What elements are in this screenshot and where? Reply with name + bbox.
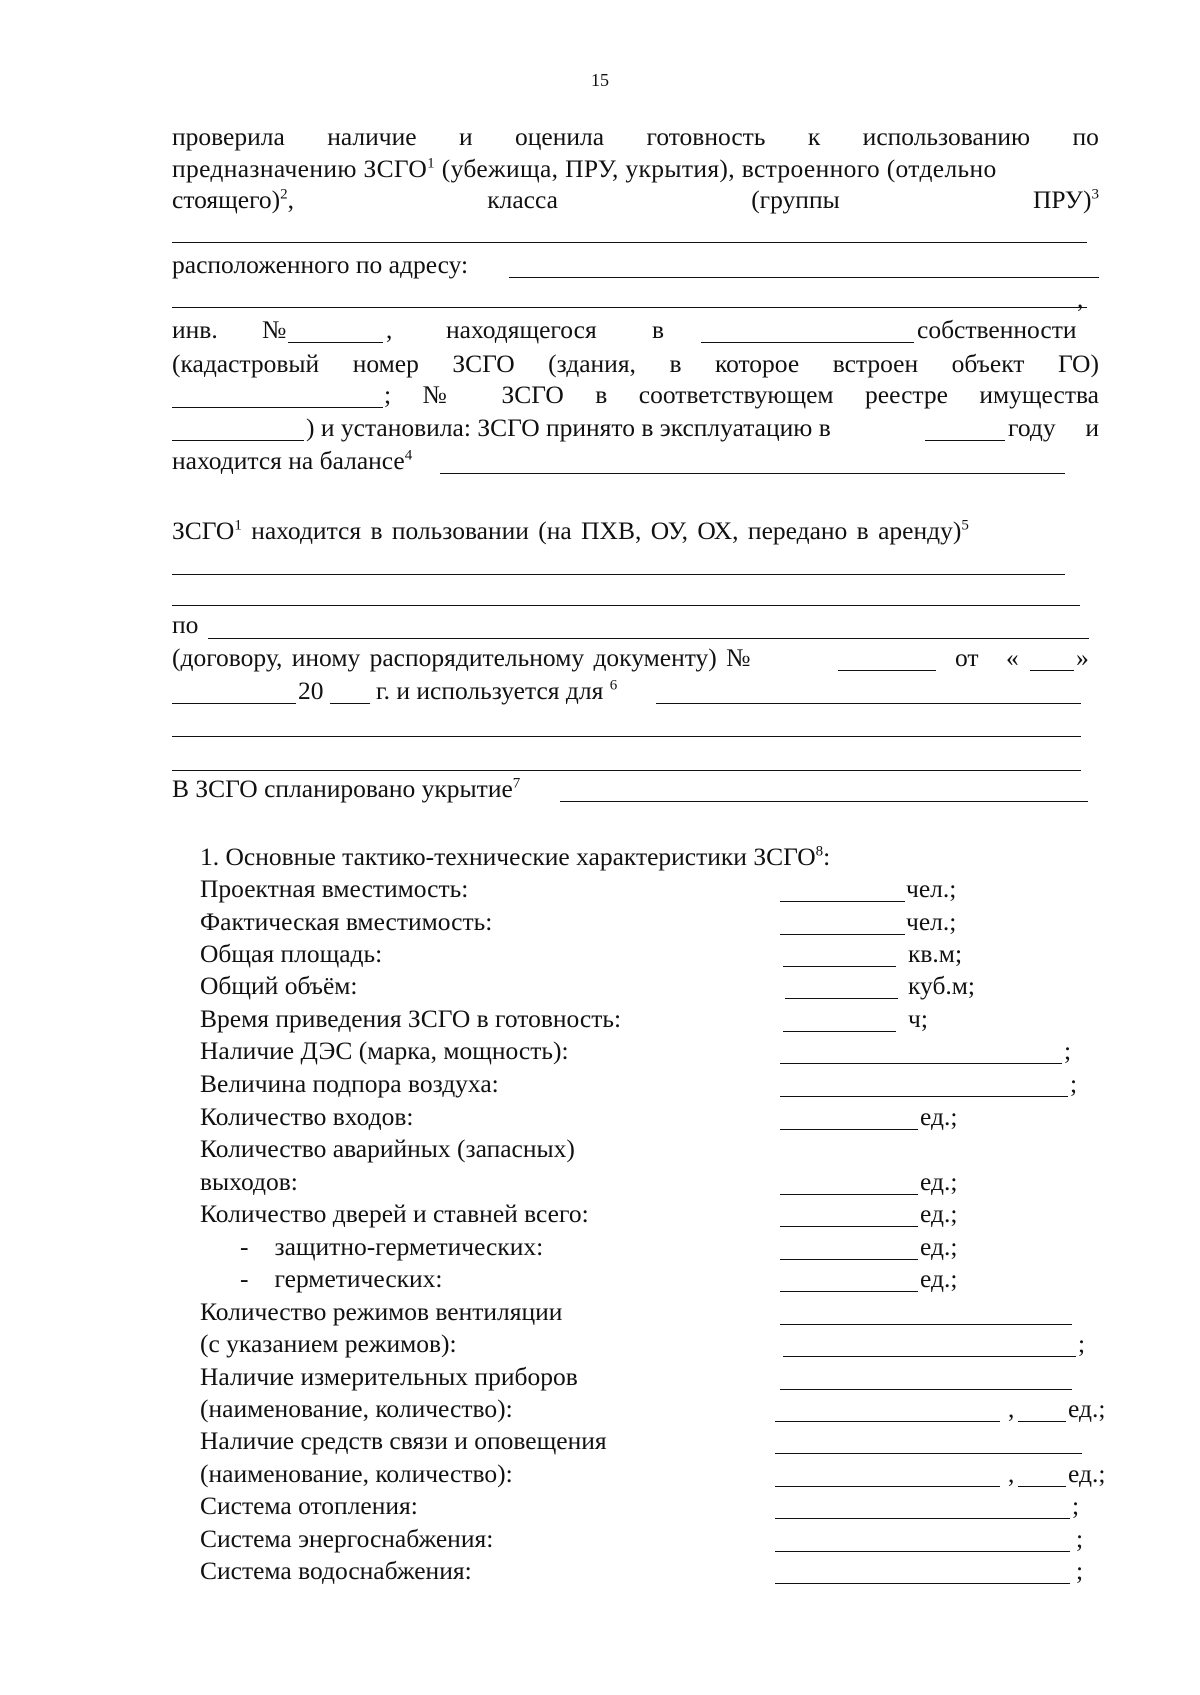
spec-field[interactable] bbox=[783, 1031, 896, 1032]
spec-field[interactable] bbox=[785, 998, 898, 999]
address-comma: , bbox=[1077, 284, 1084, 313]
spec-label: Система водоснабжения: bbox=[200, 1556, 472, 1585]
spec-label: Наличие ДЭС (марка, мощность): bbox=[200, 1036, 569, 1065]
inv-comma: , bbox=[386, 315, 393, 344]
used-for-field-1[interactable] bbox=[656, 703, 1081, 704]
date-open-quote: « bbox=[1006, 643, 1019, 672]
word: ГО) bbox=[1057, 349, 1099, 378]
inv-label: инв. bbox=[172, 315, 218, 344]
intro-word: стоящего)$^2$, bbox=[172, 185, 295, 214]
used-for-label: г. и используется для $^6$ bbox=[376, 676, 618, 705]
spec-label: Количество входов: bbox=[200, 1102, 414, 1131]
spec-label: выходов: bbox=[200, 1167, 298, 1196]
spec-field[interactable] bbox=[780, 1194, 918, 1195]
word: наличие bbox=[327, 122, 417, 151]
spec-unit: куб.м; bbox=[908, 971, 976, 1000]
word: оценила bbox=[515, 122, 605, 151]
word: использованию bbox=[862, 122, 1031, 151]
spec-label: (наименование, количество): bbox=[200, 1459, 513, 1488]
intro-word: (группы bbox=[751, 185, 840, 214]
po-label: по bbox=[172, 610, 199, 639]
intro-word: ПРУ)$^3$ bbox=[1032, 185, 1099, 214]
spec-sublabel: - защитно-герметических: bbox=[240, 1232, 544, 1261]
exploitation-text-end: году и bbox=[1008, 413, 1099, 442]
exploitation-year-field[interactable] bbox=[925, 440, 1005, 441]
spec-label: Система отопления: bbox=[200, 1491, 418, 1520]
used-for-field-2[interactable] bbox=[172, 736, 1081, 737]
usage-field-1[interactable] bbox=[172, 574, 1065, 575]
registry-text: ; № ЗСГО в соответствующем реестре имущества bbox=[384, 380, 1099, 409]
balance-label: находится на балансе$^4$ bbox=[172, 446, 413, 475]
spec-field[interactable] bbox=[775, 1551, 1070, 1552]
spec-unit: ; bbox=[1064, 1036, 1072, 1065]
word: которое bbox=[714, 349, 800, 378]
spec-unit: ед.; bbox=[1068, 1459, 1106, 1488]
word: номер bbox=[352, 349, 419, 378]
document-number-field[interactable] bbox=[838, 670, 936, 671]
cadastral-number-field[interactable] bbox=[172, 407, 383, 408]
inv-word: собственности bbox=[917, 315, 1077, 344]
spec-field[interactable] bbox=[780, 1324, 1072, 1325]
spec-unit: кв.м; bbox=[908, 939, 963, 968]
date-close-quote: » bbox=[1076, 643, 1089, 672]
spec-field-qty[interactable] bbox=[1018, 1421, 1066, 1422]
address-field-2[interactable] bbox=[172, 307, 1087, 308]
shelter-field[interactable] bbox=[560, 801, 1088, 802]
spec-unit: ; bbox=[1078, 1329, 1086, 1358]
spec-field-qty[interactable] bbox=[1018, 1486, 1066, 1487]
spec-field-name[interactable] bbox=[775, 1421, 1000, 1422]
footnote-ref: 1 bbox=[427, 155, 436, 172]
intro-line-2 bbox=[172, 154, 1099, 184]
cadastral-line bbox=[172, 349, 1099, 379]
spec-label: (с указанием режимов): bbox=[200, 1329, 457, 1358]
spec-label: Фактическая вместимость: bbox=[200, 907, 493, 936]
inv-word: находящегося bbox=[446, 315, 597, 344]
word: готовность bbox=[646, 122, 766, 151]
spec-unit: ; bbox=[1076, 1556, 1084, 1585]
spec-label: Время приведения ЗСГО в готовность: bbox=[200, 1004, 622, 1033]
blank-line[interactable] bbox=[172, 242, 1087, 243]
year-field[interactable] bbox=[330, 703, 370, 704]
spec-label: Проектная вместимость: bbox=[200, 874, 469, 903]
spec-unit: чел.; bbox=[906, 874, 957, 903]
ownership-field[interactable] bbox=[701, 342, 914, 343]
word: и bbox=[458, 122, 473, 151]
spec-field[interactable] bbox=[780, 1096, 1068, 1097]
spec-comma: , bbox=[1008, 1394, 1015, 1423]
section-1-title: 1. Основные тактико-технические характеристики ЗСГО$^8$: bbox=[200, 842, 831, 871]
spec-unit: ед.; bbox=[920, 1167, 958, 1196]
inv-number-sign: № bbox=[262, 315, 287, 344]
address-field[interactable] bbox=[509, 277, 1099, 278]
word: (здания, bbox=[548, 349, 636, 378]
date-month-field[interactable] bbox=[172, 703, 296, 704]
spec-sublabel: - герметических: bbox=[240, 1264, 443, 1293]
spec-label: Общая площадь: bbox=[200, 939, 383, 968]
intro-line-3 bbox=[172, 185, 1099, 215]
spec-unit: ; bbox=[1070, 1069, 1078, 1098]
date-day-field[interactable] bbox=[1030, 670, 1074, 671]
page-number: 15 bbox=[591, 70, 609, 90]
usage-field-2[interactable] bbox=[172, 605, 1080, 606]
spec-label: Количество аварийных (запасных) bbox=[200, 1134, 575, 1163]
usage-label: ЗСГО$^1$ находится в пользовании (на ПХВ, ОУ, ОХ, передано в аренду)$^5$ bbox=[172, 516, 969, 545]
spec-label: Наличие средств связи и оповещения bbox=[200, 1426, 607, 1455]
date-from-label: от bbox=[955, 643, 979, 672]
intro-text: предназначению ЗСГО bbox=[172, 154, 428, 183]
word: объект bbox=[951, 349, 1025, 378]
spec-unit: чел.; bbox=[906, 907, 957, 936]
spec-field[interactable] bbox=[775, 1583, 1070, 1584]
spec-field[interactable] bbox=[780, 1063, 1062, 1064]
spec-field[interactable] bbox=[780, 1226, 918, 1227]
spec-field[interactable] bbox=[780, 1291, 918, 1292]
spec-label: Общий объём: bbox=[200, 971, 358, 1000]
spec-label: Система энергоснабжения: bbox=[200, 1524, 494, 1553]
po-field[interactable] bbox=[208, 638, 1089, 639]
spec-unit: ед.; bbox=[920, 1102, 958, 1131]
spec-unit: ед.; bbox=[920, 1199, 958, 1228]
spec-field[interactable] bbox=[775, 1453, 1082, 1454]
intro-text: (убежища, ПРУ, укрытия), встроенного (отдельно bbox=[435, 154, 997, 183]
exploitation-text: ) и установила: ЗСГО принято в эксплуатацию в bbox=[306, 413, 831, 442]
word: в bbox=[669, 349, 682, 378]
word: (кадастровый bbox=[172, 349, 320, 378]
spec-field[interactable] bbox=[780, 1389, 1072, 1390]
address-label: расположенного по адресу: bbox=[172, 250, 469, 279]
used-for-field-3[interactable] bbox=[172, 770, 1081, 771]
spec-label: Количество дверей и ставней всего: bbox=[200, 1199, 589, 1228]
spec-label: Наличие измерительных приборов bbox=[200, 1362, 578, 1391]
spec-unit: ; bbox=[1076, 1524, 1084, 1553]
spec-field-name[interactable] bbox=[775, 1486, 1000, 1487]
intro-word: класса bbox=[487, 185, 558, 214]
word: встроен bbox=[832, 349, 919, 378]
registry-number-field[interactable] bbox=[172, 440, 304, 441]
shelter-label: В ЗСГО спланировано укрытие$^7$ bbox=[172, 774, 521, 803]
word: ЗСГО bbox=[452, 349, 515, 378]
spec-label: Величина подпора воздуха: bbox=[200, 1069, 499, 1098]
spec-comma: , bbox=[1008, 1459, 1015, 1488]
balance-field[interactable] bbox=[440, 473, 1065, 474]
inv-word: в bbox=[652, 315, 665, 344]
spec-label: Количество режимов вентиляции bbox=[200, 1297, 563, 1326]
word: проверила bbox=[172, 122, 285, 151]
spec-unit: ед.; bbox=[920, 1232, 958, 1261]
inv-number-field[interactable] bbox=[288, 342, 383, 343]
spec-label: (наименование, количество): bbox=[200, 1394, 513, 1423]
spec-field[interactable] bbox=[783, 966, 896, 967]
spec-unit: ед.; bbox=[1068, 1394, 1106, 1423]
document-label: (договору, иному распорядительному документу) № bbox=[172, 643, 751, 672]
spec-field[interactable] bbox=[780, 901, 905, 902]
spec-field[interactable] bbox=[775, 1518, 1070, 1519]
spec-field[interactable] bbox=[780, 1129, 918, 1130]
spec-unit: ч; bbox=[908, 1004, 928, 1033]
spec-field[interactable] bbox=[783, 1356, 1076, 1357]
spec-field[interactable] bbox=[780, 1259, 918, 1260]
spec-field[interactable] bbox=[780, 934, 905, 935]
word: по bbox=[1072, 122, 1099, 151]
intro-line-1 bbox=[172, 122, 1099, 152]
spec-unit: ; bbox=[1072, 1491, 1080, 1520]
spec-unit: ед.; bbox=[920, 1264, 958, 1293]
year-prefix: 20 bbox=[298, 676, 324, 705]
word: к bbox=[807, 122, 821, 151]
